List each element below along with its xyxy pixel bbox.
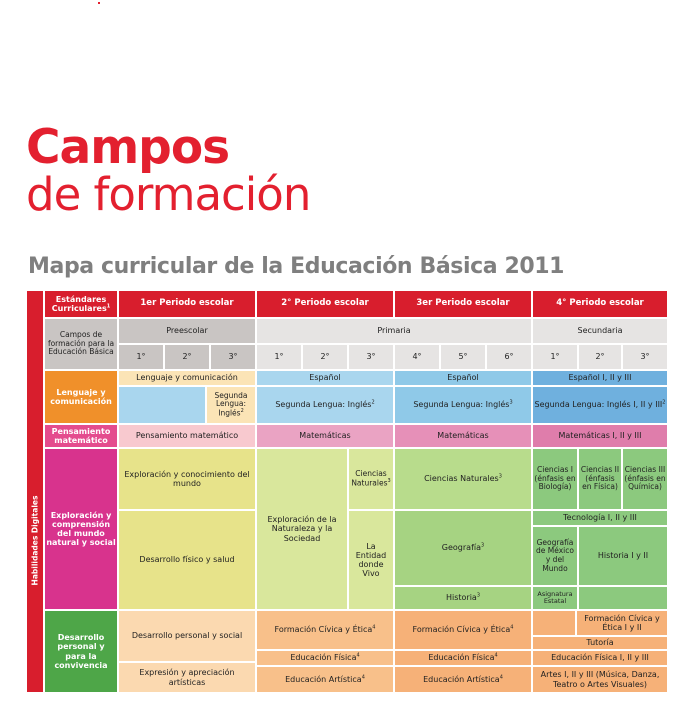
levels-label: Campos de formación para la Educación Básica — [44, 318, 118, 370]
cell-desfis-pre: Desarrollo físico y salud — [118, 510, 256, 610]
cell-edfis-b: Educación Física$^4$ — [394, 650, 532, 666]
cell-segunda-b: Segunda Lengua: Inglés$^3$ — [394, 386, 532, 424]
cell-pre-blank — [118, 386, 206, 424]
field-exploracion: Exploración y comprensión del mundo natural y social — [44, 448, 118, 610]
cell-edfis-a: Educación Física$^4$ — [256, 650, 394, 666]
cell-fce-sec: Formación Cívica y Ética I y II — [576, 610, 668, 636]
period-1-header: 1er Periodo escolar — [118, 290, 256, 318]
cell-sec-blank — [578, 586, 668, 610]
cell-mat-a: Matemáticas — [256, 424, 394, 448]
cell-segunda-sec: Segunda Lengua: Inglés I, II y III$^2$ — [532, 386, 668, 424]
grade-cell: 3° — [210, 344, 256, 370]
grade-cell: 2° — [302, 344, 348, 370]
cell-fce-b: Formación Cívica y Ética$^4$ — [394, 610, 532, 650]
page-subtitle: Mapa curricular de la Educación Básica 2011 — [28, 254, 565, 279]
cell-espanol-sec: Español I, II y III — [532, 370, 668, 386]
grade-cell: 1° — [532, 344, 578, 370]
grade-cell: 2° — [164, 344, 210, 370]
decorative-dot — [98, 2, 100, 4]
cell-mat-b: Matemáticas — [394, 424, 532, 448]
cell-fce-a: Formación Cívica y Ética$^4$ — [256, 610, 394, 650]
page-title-line2: de formación — [26, 168, 311, 221]
cell-asignatura: Asignatura Estatal — [532, 586, 578, 610]
grade-cell: 3° — [348, 344, 394, 370]
cell-edart-a: Educación Artística$^4$ — [256, 666, 394, 693]
cell-historia-sec: Historia I y II — [578, 526, 668, 586]
curriculum-table — [26, 290, 668, 693]
cell-espanol-b: Español — [394, 370, 532, 386]
level-secundaria: Secundaria — [532, 318, 668, 344]
cell-expart-pre: Expresión y apreciación artísticas — [118, 662, 256, 693]
cell-tutoria: Tutoría — [532, 636, 668, 650]
grade-cell: 2° — [578, 344, 622, 370]
field-lenguaje: Lenguaje y comunicación — [44, 370, 118, 424]
cell-mat-sec: Matemáticas I, II y III — [532, 424, 668, 448]
grade-cell: 3° — [622, 344, 668, 370]
cell-expl-pre: Exploración y conocimiento del mundo — [118, 448, 256, 510]
grade-cell: 1° — [256, 344, 302, 370]
period-3-header: 3er Periodo escolar — [394, 290, 532, 318]
grade-cell: 6° — [486, 344, 532, 370]
cell-expl-nat: Exploración de la Naturaleza y la Sociedad — [256, 448, 348, 610]
cell-sec-blank2 — [532, 610, 576, 636]
cell-edfis-sec: Educación Física I, II y III — [532, 650, 668, 666]
cell-geografia: Geografía$^3$ — [394, 510, 532, 586]
level-preescolar: Preescolar — [118, 318, 256, 344]
field-desarrollo: Desarrollo personal y para la convivencia — [44, 610, 118, 693]
cell-ciencias-nat-b: Ciencias Naturales$^3$ — [394, 448, 532, 510]
cell-pens-pre: Pensamiento matemático — [118, 424, 256, 448]
standards-header: Estándares Curriculares$^1$ — [44, 290, 118, 318]
cell-edart-b: Educación Artística$^4$ — [394, 666, 532, 693]
grade-cell: 4° — [394, 344, 440, 370]
cell-entidad: La Entidad donde Vivo — [348, 510, 394, 610]
cell-segunda-pre: Segunda Lengua: Inglés$^2$ — [206, 386, 256, 424]
period-2-header: 2° Periodo escolar — [256, 290, 394, 318]
cell-segunda-a: Segunda Lengua: Inglés$^2$ — [256, 386, 394, 424]
cell-ciencias-nat3: Ciencias Naturales$^3$ — [348, 448, 394, 510]
cell-artes-sec: Artes I, II y III (Música, Danza, Teatro o Artes Visuales) — [532, 666, 668, 693]
cell-espanol-a: Español — [256, 370, 394, 386]
cell-historia: Historia$^3$ — [394, 586, 532, 610]
cell-geo-mex: Geografía de México y del Mundo — [532, 526, 578, 586]
field-pensamiento: Pensamiento matemático — [44, 424, 118, 448]
cell-tecnologia: Tecnología I, II y III — [532, 510, 668, 526]
period-4-header: 4° Periodo escolar — [532, 290, 668, 318]
cell-despers-pre: Desarrollo personal y social — [118, 610, 256, 662]
page-title: Campos — [26, 120, 230, 175]
side-label: Habilidades Digitales — [30, 495, 40, 585]
cell-ciencias1: Ciencias I (énfasis en Biología) — [532, 448, 578, 510]
cell-ciencias2: Ciencias II (énfasis en Física) — [578, 448, 622, 510]
grade-cell: 5° — [440, 344, 486, 370]
level-primaria: Primaria — [256, 318, 532, 344]
grade-cell: 1° — [118, 344, 164, 370]
cell-ciencias3: Ciencias III (énfasis en Química) — [622, 448, 668, 510]
cell-lenguaje-pre: Lenguaje y comunicación — [118, 370, 256, 386]
